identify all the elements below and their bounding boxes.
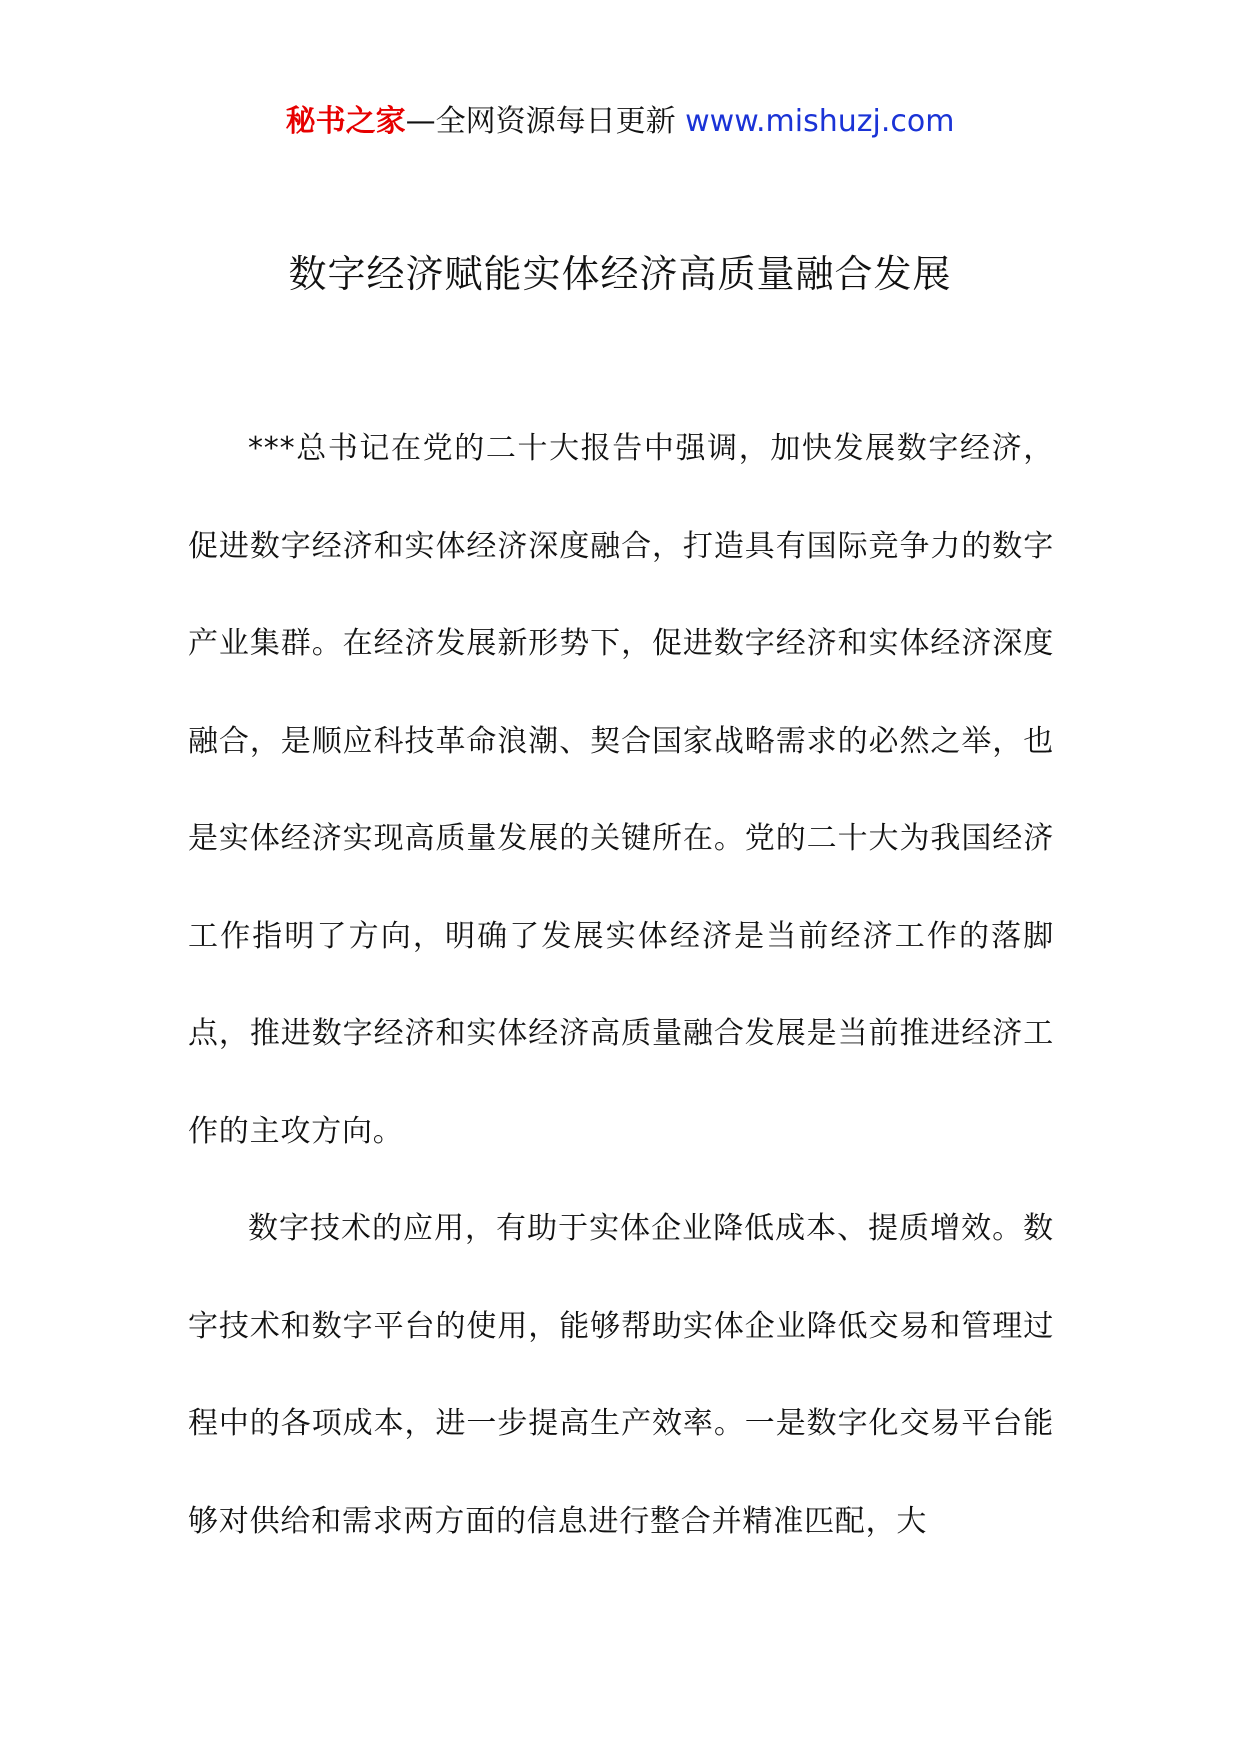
brand-name: 秘书之家 (285, 104, 406, 139)
header-slogan: —全网资源每日更新 (405, 104, 686, 139)
document-title: 数字经济赋能实体经济高质量融合发展 (288, 252, 952, 296)
site-header (0, 102, 1240, 142)
site-url-link[interactable]: www.mishuzj.com (685, 104, 955, 139)
paragraph-1: ***总书记在党的二十大报告中强调，加快发展数字经济，促进数字经济和实体经济深度融合，打造具有国际竞争力的数字产业集群。在经济发展新形势下，促进数字经济和实体经济深度融合，是顺应科技革命浪潮、契合国家战略需求的必然之举，也是实体经济实现高质量发展的关键所在。党的二十大为我国经济工作指明了方向，明确了发展实体经济是当前经济工作的落脚点，推进数字经济和实体经济高质量融合发展是当前推进经济工作的主攻方向。 (188, 431, 1054, 1149)
paragraph-2: 数字技术的应用，有助于实体企业降低成本、提质增效。数字技术和数字平台的使用，能够帮助实体企业降低交易和管理过程中的各项成本，进一步提高生产效率。一是数字化交易平台能够对供给和需求两方面的信息进行整合并精准匹配，大 (188, 1211, 1054, 1539)
document-body (188, 400, 1054, 1570)
